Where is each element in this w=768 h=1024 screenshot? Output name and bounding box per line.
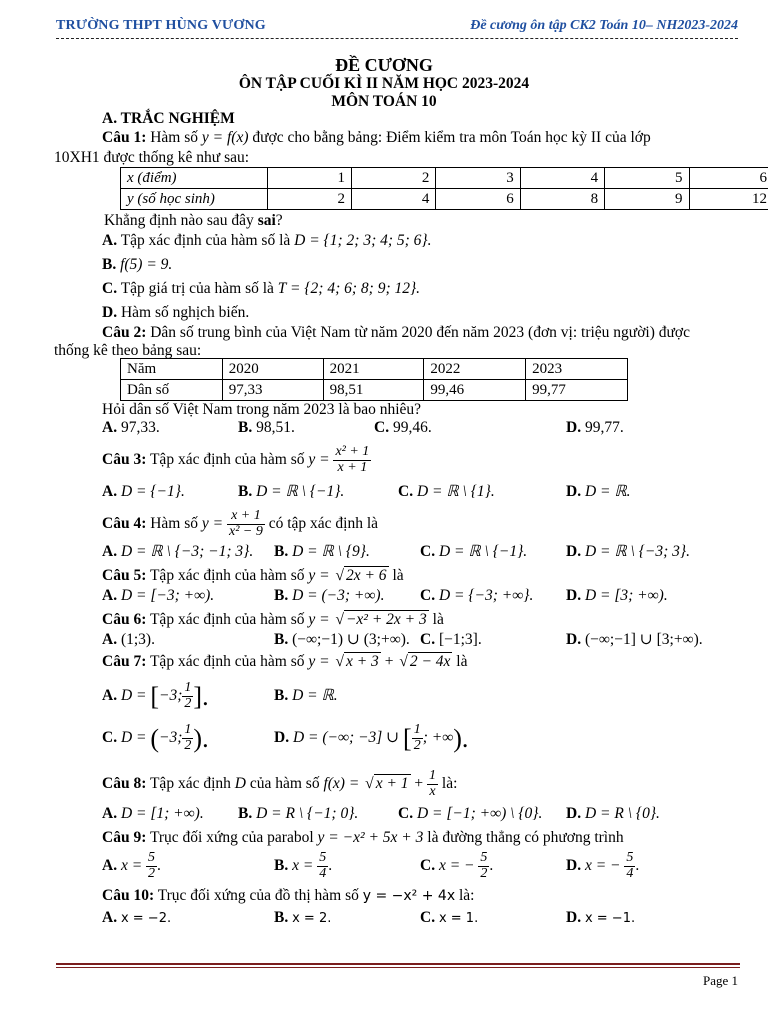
plus-sign: + <box>384 653 394 670</box>
option-expr: x = −2. <box>120 911 172 926</box>
q3-option-c <box>398 483 495 502</box>
q5-options <box>102 587 742 609</box>
option-expr: D = R \ {0}. <box>584 805 660 822</box>
option-label: B. <box>274 909 289 926</box>
question-2 <box>102 324 742 342</box>
option-expr: (1;3). <box>120 631 155 648</box>
prompt-mark: ? <box>275 212 283 229</box>
option-fraction <box>182 723 193 753</box>
question-1-text-b: được cho bằng bảng: Điểm kiểm tra môn Toán học kỳ II của lớp <box>252 129 651 146</box>
question-1 <box>102 129 742 149</box>
fraction-denominator: 4 <box>319 865 327 881</box>
fraction-denominator: 2 <box>184 696 192 712</box>
option-label: C. <box>374 419 390 436</box>
sqrt-symbol: √ −x² + 2x + 3 <box>335 611 427 628</box>
question-4-fraction <box>227 509 265 539</box>
question-6-lhs: y = <box>308 611 330 628</box>
question-9-label: Câu 9: <box>102 829 147 846</box>
question-4-text-a: Hàm số <box>150 514 199 532</box>
option-text: 99,77. <box>584 419 624 436</box>
q6-option-b <box>274 631 410 650</box>
fraction-denominator: x² − 9 <box>229 523 263 539</box>
option-expr: x = <box>292 856 314 874</box>
option-label: B. <box>274 587 289 604</box>
question-6 <box>102 609 742 631</box>
option-label: D. <box>566 543 582 560</box>
question-4-text-b: có tập xác định là <box>268 514 379 532</box>
fraction-numerator: x² + 1 <box>335 444 370 459</box>
option-label: D. <box>566 856 582 874</box>
option-expr: D = ℝ. <box>584 483 631 500</box>
q7-options-cd <box>102 719 742 765</box>
header-divider <box>56 38 738 39</box>
question-10-text-a: Trục đối xứng của đồ thị hàm số <box>157 887 359 904</box>
fraction-denominator: 2 <box>480 865 488 881</box>
q7-option-a <box>102 681 209 712</box>
document-title <box>0 55 768 111</box>
option-label: A. <box>102 543 118 560</box>
question-8-lhs: f(x) = <box>323 774 360 792</box>
option-label: A. <box>102 805 118 822</box>
q9-option-a: A. x = $\frac{5}{2}$ . <box>102 850 161 881</box>
question-2-text-a: Dân số trung bình của Việt Nam từ năm 2020 đến năm 2023 (đơn vị: triệu người) được <box>150 324 690 341</box>
question-3-label: Câu 3: <box>102 450 147 468</box>
question-5 <box>102 565 742 587</box>
option-expr: D = {−3; +∞}. <box>438 587 534 604</box>
option-expr: (−∞;−1) ∪ (3;+∞). <box>292 631 410 648</box>
fraction-numerator: 5 <box>319 850 327 865</box>
q8-option-c <box>398 805 542 824</box>
left-bracket: [ <box>403 724 412 753</box>
option-expr: x = − <box>584 856 621 874</box>
question-10-text-b: là: <box>458 887 475 904</box>
q4-option-d <box>566 543 690 562</box>
option-label: C. <box>102 280 118 297</box>
left-bracket: ( <box>150 724 160 753</box>
question-7-text-b: là <box>456 653 468 670</box>
option-expr: D = [−3; +∞). <box>120 587 215 604</box>
option-label: C. <box>102 729 118 747</box>
option-expr: D = {1; 2; 3; 4; 5; 6}. <box>294 232 432 249</box>
option-text: Tập xác định của hàm số là <box>120 232 291 249</box>
option-label: B. <box>274 687 289 704</box>
question-7 <box>102 653 742 675</box>
question-2-label: Câu 2: <box>102 324 147 341</box>
table-row <box>121 189 768 210</box>
question-1-label: Câu 1: <box>102 129 147 146</box>
question-6-text-a: Tập xác định của hàm số <box>149 611 305 628</box>
header-subtitle: Đề cương ôn tập CK2 Toán 10– NH2023-2024 <box>470 18 738 33</box>
question-7-label: Câu 7: <box>102 653 147 670</box>
table-row <box>121 380 628 401</box>
option-label: D. <box>566 805 582 822</box>
option-label: D. <box>274 729 290 747</box>
question-2-text-b: thống kê theo bảng sau: <box>54 342 202 359</box>
option-label: D. <box>102 304 118 321</box>
table-cell: 2 <box>352 168 436 189</box>
title-line-1: ĐỀ CƯƠNG <box>335 55 433 75</box>
option-expr: D = ℝ \ {−1}. <box>438 543 528 560</box>
q8-option-b <box>238 805 358 824</box>
option-label: D. <box>566 483 582 500</box>
option-expr: −3; <box>159 687 183 705</box>
q8-options <box>102 805 742 827</box>
q8-option-d <box>566 805 660 824</box>
q7-option-c <box>102 723 209 754</box>
q10-option-d <box>566 909 635 928</box>
option-label: D. <box>566 419 582 436</box>
option-label: C. <box>398 805 414 822</box>
option-label: B. <box>238 805 253 822</box>
q4-option-c <box>420 543 527 562</box>
q9-options <box>102 851 742 887</box>
question-8-label: Câu 8: <box>102 774 147 792</box>
option-label: D. <box>566 909 582 926</box>
option-expr: D = <box>120 729 147 747</box>
table-cell: 4 <box>352 189 436 210</box>
question-8-text-b: của hàm số <box>249 774 320 792</box>
q10-options <box>102 909 742 931</box>
option-label: B. <box>274 856 289 874</box>
option-label: C. <box>420 543 436 560</box>
option-label: C. <box>420 909 436 926</box>
question-10 <box>102 887 742 909</box>
fraction-numerator: x + 1 <box>231 508 261 523</box>
question-8 <box>102 765 742 805</box>
table-cell: 3 <box>436 168 520 189</box>
question-2-table <box>120 358 628 401</box>
option-text: 97,33. <box>120 419 160 436</box>
q1-option-c <box>102 280 742 304</box>
page-number: Page 1 <box>702 973 738 988</box>
option-expr: D = [−1; +∞) \ {0}. <box>416 805 543 822</box>
page-header <box>56 18 738 38</box>
question-9-expr: y = −x² + 5x + 3 <box>317 829 424 846</box>
q5-option-d <box>566 587 668 606</box>
table-row <box>121 359 628 380</box>
table-cell: 5 <box>605 168 689 189</box>
section-heading: A. TRẮC NGHIỆM <box>102 110 235 127</box>
q6-options <box>102 631 742 653</box>
option-text: 99,46. <box>392 419 432 436</box>
question-2-prompt: Hỏi dân số Việt Nam trong năm 2023 là bao nhiêu? <box>102 401 422 418</box>
q3-option-a <box>102 483 185 502</box>
option-fraction <box>624 851 635 881</box>
q1-option-d <box>102 304 742 324</box>
option-label: A. <box>102 419 118 436</box>
option-expr: D = (−3; +∞). <box>292 587 385 604</box>
radicand: 2 − 4x <box>409 653 451 670</box>
q10-option-c <box>420 909 478 928</box>
option-label: B. <box>274 543 289 560</box>
option-label: D. <box>566 587 582 604</box>
fraction-numerator: 5 <box>480 850 488 865</box>
option-expr: x = − <box>438 856 475 874</box>
option-expr: D = (−∞; −3] ∪ <box>292 729 400 747</box>
question-1-text-c: 10XH1 được thống kê như sau: <box>54 149 250 166</box>
option-expr: T = {2; 4; 6; 8; 9; 12}. <box>277 280 421 297</box>
q5-option-c <box>420 587 533 606</box>
fraction-denominator: x <box>427 784 438 800</box>
question-1-prompt <box>104 212 742 232</box>
option-expr: D = ℝ \ {−3; −1; 3}. <box>120 543 254 560</box>
option-expr: x = 1. <box>438 911 479 926</box>
question-8-text-a: Tập xác định <box>149 774 231 792</box>
option-label: A. <box>102 483 118 500</box>
option-label: D. <box>566 631 582 648</box>
option-expr: x = <box>120 856 143 874</box>
school-name: TRƯỜNG THPT HÙNG VƯƠNG <box>56 18 266 33</box>
question-1-expr: y = f(x) <box>201 129 249 146</box>
question-4-lhs: y = <box>201 514 224 532</box>
table-cell: x (điểm) <box>121 168 268 189</box>
fraction-denominator: x + 1 <box>333 460 371 476</box>
q1-option-a <box>102 232 742 256</box>
option-expr: D = ℝ \ {−1}. <box>256 483 345 500</box>
q9-option-c: C. x = − $\frac{5}{2}$ . <box>420 850 494 881</box>
fraction-numerator: 5 <box>148 850 156 865</box>
table-cell: y (số học sinh) <box>121 189 268 210</box>
question-4-label: Câu 4: <box>102 514 147 532</box>
question-10-label: Câu 10: <box>102 887 155 904</box>
option-label: A. <box>102 909 118 926</box>
option-label: C. <box>420 587 436 604</box>
option-label: B. <box>274 631 289 648</box>
option-text: Tập giá trị của hàm số là <box>120 280 274 297</box>
fraction-denominator: 2 <box>413 738 421 754</box>
prompt-emphasis: sai <box>257 212 276 229</box>
question-4 <box>102 505 742 543</box>
q5-option-b <box>274 587 384 606</box>
option-label: C. <box>398 483 414 500</box>
question-3 <box>102 441 742 483</box>
question-1-table <box>120 167 768 210</box>
option-label: A. <box>102 631 118 648</box>
table-cell: 99,46 <box>424 380 526 401</box>
table-row <box>121 168 768 189</box>
option-label: A. <box>102 232 118 249</box>
question-3-text: Tập xác định của hàm số <box>149 450 305 468</box>
q9-option-d: D. x = − $\frac{5}{4}$ . <box>566 850 640 881</box>
option-label: B. <box>238 419 253 436</box>
option-expr: −3; <box>159 729 183 747</box>
sqrt-symbol: √ 2x + 6 <box>335 567 387 584</box>
option-fraction <box>182 681 193 711</box>
table-cell: 8 <box>520 189 604 210</box>
option-label: B. <box>102 256 117 273</box>
q7-option-b <box>274 687 338 706</box>
option-fraction <box>412 723 423 753</box>
option-expr: D = ℝ \ {9}. <box>292 543 370 560</box>
q6-option-c <box>420 631 482 650</box>
question-3-fraction <box>333 445 371 475</box>
question-5-label: Câu 5: <box>102 567 147 584</box>
q2-option-d <box>566 419 624 438</box>
fraction-numerator: 5 <box>626 850 634 865</box>
q4-options <box>102 543 742 565</box>
option-expr: D = ℝ \ {1}. <box>416 483 495 500</box>
document-body <box>54 110 767 931</box>
q4-option-a <box>102 543 253 562</box>
table-cell: 6 <box>689 168 768 189</box>
q2-option-b <box>238 419 295 438</box>
option-expr: D = {−1}. <box>120 483 185 500</box>
option-expr: D = ℝ \ {−3; 3}. <box>584 543 690 560</box>
radicand: x + 3 <box>345 653 379 670</box>
option-expr: ; +∞ <box>422 729 454 747</box>
right-bracket: ]. <box>193 682 209 711</box>
q7-option-d <box>274 723 468 754</box>
q3-option-d <box>566 483 631 502</box>
table-cell: 4 <box>520 168 604 189</box>
question-8-text-c: là: <box>441 774 458 792</box>
question-8-var: D <box>234 774 246 792</box>
title-line-2: ÔN TẬP CUỐI KÌ II NĂM HỌC 2023-2024 <box>238 75 530 92</box>
question-9 <box>102 827 742 851</box>
title-line-3: MÔN TOÁN 10 <box>331 93 437 110</box>
option-expr: D = ℝ. <box>292 687 338 704</box>
sqrt-symbol: √ 2 − 4x <box>399 653 451 670</box>
question-6-label: Câu 6: <box>102 611 147 628</box>
option-label: B. <box>238 483 253 500</box>
option-label: A. <box>102 587 118 604</box>
option-fraction <box>146 851 157 881</box>
question-10-expr: y = −x² + 4x <box>362 888 456 904</box>
option-expr: D = [1; +∞). <box>120 805 204 822</box>
option-expr: f(5) = 9. <box>120 256 173 273</box>
option-label: C. <box>420 856 436 874</box>
table-cell: 2022 <box>424 359 526 380</box>
q3-options <box>102 483 742 505</box>
q8-option-a <box>102 805 204 824</box>
question-7-text-a: Tập xác định của hàm số <box>149 653 305 670</box>
option-expr: D = R \ {−1; 0}. <box>256 805 359 822</box>
table-cell: Dân số <box>121 380 223 401</box>
q3-option-b <box>238 483 344 502</box>
option-expr: x = 2. <box>292 911 332 926</box>
q1-option-b <box>102 256 742 280</box>
option-text: 98,51. <box>256 419 295 436</box>
option-fraction <box>317 851 328 881</box>
fraction-numerator: 1 <box>184 680 192 696</box>
q10-option-b <box>274 909 331 928</box>
fraction-denominator: 2 <box>148 865 156 881</box>
question-7-lhs: y = <box>308 653 330 670</box>
question-1-text-a: Hàm số <box>150 129 199 146</box>
prompt-text: Khẳng định nào sau đây <box>104 212 258 229</box>
table-cell: 99,77 <box>526 380 628 401</box>
q6-option-a <box>102 631 155 650</box>
question-3-lhs: y = <box>308 450 330 468</box>
footer-divider-thin <box>56 967 740 968</box>
question-9-text-b: là đường thẳng có phương trình <box>427 829 624 846</box>
question-8-fraction <box>427 769 438 799</box>
radicand: 2x + 6 <box>345 567 387 584</box>
option-expr: D = <box>120 687 147 705</box>
table-cell: 9 <box>605 189 689 210</box>
option-expr: (−∞;−1] ∪ [3;+∞). <box>584 631 703 648</box>
q6-option-d <box>566 631 703 650</box>
q10-option-a <box>102 909 171 928</box>
table-cell: 2021 <box>323 359 424 380</box>
option-expr: [−1;3]. <box>438 631 482 648</box>
option-label: A. <box>102 687 118 705</box>
radicand: x + 1 <box>375 774 409 792</box>
question-9-text-a: Trục đối xứng của parabol <box>149 829 314 846</box>
left-bracket: [ <box>150 682 160 711</box>
q2-option-c <box>374 419 432 438</box>
table-cell: 98,51 <box>323 380 424 401</box>
question-5-text-b: là <box>392 567 404 584</box>
question-5-lhs: y = <box>308 567 330 584</box>
q5-option-a <box>102 587 214 606</box>
fraction-denominator: 4 <box>626 865 634 881</box>
q2-options <box>102 419 742 441</box>
q4-option-b <box>274 543 370 562</box>
plus-sign: + <box>414 774 424 792</box>
option-label: C. <box>420 631 436 648</box>
table-cell: 12 <box>689 189 768 210</box>
fraction-denominator: 2 <box>184 738 192 754</box>
table-cell: 1 <box>267 168 351 189</box>
fraction-numerator: 1 <box>429 768 437 783</box>
table-cell: 97,33 <box>222 380 323 401</box>
option-text: Hàm số nghịch biến. <box>120 304 250 321</box>
question-6-text-b: là <box>432 611 444 628</box>
question-5-text-a: Tập xác định của hàm số <box>149 567 305 584</box>
q2-option-a <box>102 419 160 438</box>
table-cell: Năm <box>121 359 223 380</box>
right-bracket: ). <box>193 724 209 753</box>
q7-options-ab <box>102 675 742 719</box>
table-cell: 2023 <box>526 359 628 380</box>
sqrt-symbol: √ x + 1 <box>365 774 409 792</box>
option-expr: x = −1. <box>584 911 636 926</box>
radicand: −x² + 2x + 3 <box>345 611 427 628</box>
sqrt-symbol: √ x + 3 <box>335 653 379 670</box>
table-cell: 2020 <box>222 359 323 380</box>
option-label: A. <box>102 856 118 874</box>
fraction-numerator: 1 <box>413 722 421 738</box>
option-fraction <box>478 851 489 881</box>
q9-option-b: B. x = $\frac{5}{4}$ . <box>274 850 333 881</box>
fraction-numerator: 1 <box>184 722 192 738</box>
footer-divider <box>56 963 740 965</box>
right-bracket: ). <box>453 724 469 753</box>
table-cell: 6 <box>436 189 520 210</box>
option-expr: D = [3; +∞). <box>584 587 668 604</box>
table-cell: 2 <box>267 189 351 210</box>
